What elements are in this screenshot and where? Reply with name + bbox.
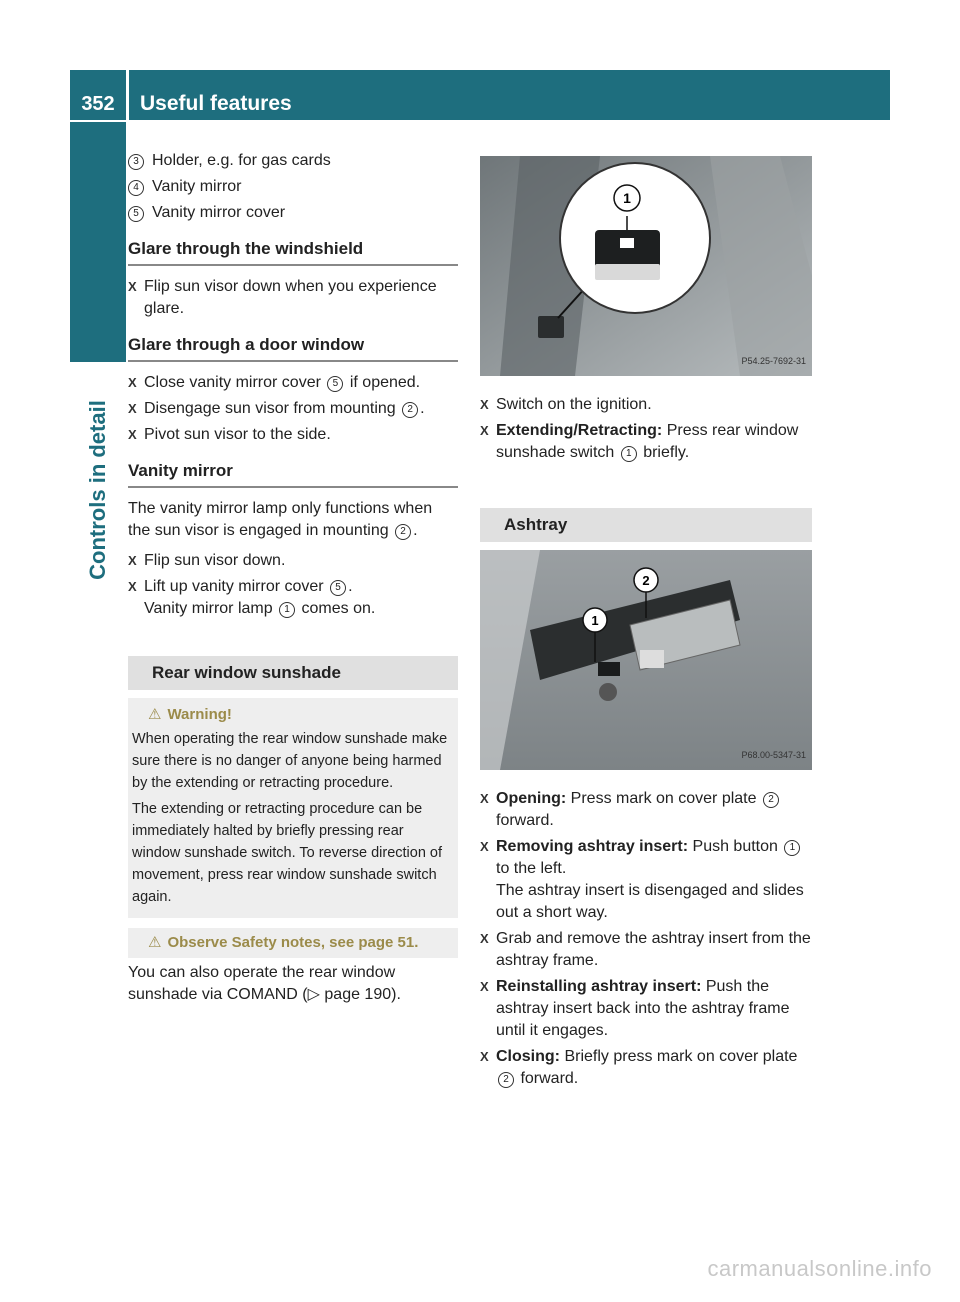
step-text [144, 372, 458, 394]
step-text: Flip sun visor down when you experience glare. [144, 278, 437, 317]
step-text [496, 1046, 812, 1090]
callout-number: 2 [763, 792, 779, 808]
photo-callout-1: 1 [623, 190, 631, 206]
section-heading-rear-sunshade: Rear window sunshade [128, 656, 458, 690]
text-fragment: You can also operate the rear window sunshade via COMAND ( [128, 964, 396, 1003]
text-fragment: The vanity mirror lamp only functions when the sun visor is engaged in mounting [128, 500, 433, 539]
text-fragment: page 190). [324, 986, 401, 1003]
step-label: Extending/Retracting: [496, 422, 663, 439]
section-heading-vanity-mirror: Vanity mirror [128, 460, 458, 488]
sunshade-steps [480, 394, 812, 464]
instruction-step [128, 576, 458, 620]
side-color-block [70, 122, 126, 362]
step-arrow-icon: X [480, 423, 489, 438]
side-tab-label: Controls in detail [85, 400, 110, 580]
step-text [496, 836, 812, 924]
instruction-step [480, 836, 812, 924]
text-fragment: if opened. [349, 374, 421, 391]
page-number: 352 [81, 93, 115, 115]
instruction-step [128, 276, 458, 320]
text-fragment: Press mark on cover plate [570, 790, 757, 807]
paragraph [128, 498, 458, 542]
step-text [144, 576, 458, 620]
step-arrow-icon: X [480, 979, 489, 994]
text-fragment: Push button [692, 838, 778, 855]
callout-number: 3 [128, 154, 144, 170]
step-text: Grab and remove the ashtray insert from the ashtray frame. [496, 930, 811, 969]
instruction-step [480, 788, 812, 832]
section-heading-windshield: Glare through the windshield [128, 238, 458, 266]
header-divider [126, 70, 129, 120]
warning-text: When operating the rear window sunshade make sure there is no danger of anyone being harmed by the extending or retracting procedure. [132, 731, 448, 791]
legend-text: Vanity mirror cover [152, 204, 286, 221]
step-text [496, 788, 812, 832]
callout-number: 2 [395, 524, 411, 540]
text-fragment: forward. [520, 1070, 579, 1087]
instruction-step [480, 976, 812, 1042]
step-text [496, 420, 812, 464]
step-arrow-icon: X [480, 397, 489, 412]
text-fragment: comes on. [301, 600, 376, 617]
instruction-step [480, 1046, 812, 1090]
callout-number: 4 [128, 180, 144, 196]
step-text [144, 398, 458, 420]
text-fragment: Lift up vanity mirror cover [144, 578, 324, 595]
step-arrow-icon: X [480, 839, 489, 854]
step-arrow-icon: X [480, 791, 489, 806]
step-text [496, 976, 812, 1042]
ashtray-steps [480, 788, 812, 1090]
instruction-step [128, 424, 458, 446]
instruction-step [480, 394, 812, 416]
sunshade-switch-photo [480, 156, 812, 376]
legend-item [128, 202, 458, 224]
callout-number: 5 [330, 580, 346, 596]
callout-number: 2 [498, 1072, 514, 1088]
warning-title-text: Warning! [167, 706, 232, 723]
step-arrow-icon: X [128, 401, 137, 416]
step-arrow-icon: X [128, 579, 137, 594]
text-fragment: to the left. [496, 860, 567, 877]
instruction-step [128, 550, 458, 572]
text-fragment: Briefly press mark on cover plate [564, 1048, 798, 1065]
section-heading-door-window: Glare through a door window [128, 334, 458, 362]
step-text: Switch on the ignition. [496, 396, 652, 413]
callout-number: 5 [128, 206, 144, 222]
photo-code: P68.00-5347-31 [741, 750, 806, 760]
step-arrow-icon: X [480, 931, 489, 946]
callout-number: 1 [621, 446, 637, 462]
side-tab [70, 370, 126, 610]
warning-text: The extending or retracting procedure can be immediately halted by briefly pressing rear window sunshade switch. To reverse direction of movement, press rear window sunshade switch again. [132, 801, 443, 905]
instruction-step [128, 372, 458, 394]
left-column [128, 150, 458, 1014]
callout-number: 1 [279, 602, 295, 618]
instruction-step [128, 398, 458, 420]
text-fragment: Push the ashtray insert back into the ashtray frame until it engages. [496, 978, 790, 1039]
text-fragment: . [420, 400, 425, 417]
step-text: Flip sun visor down. [144, 552, 286, 569]
text-fragment: briefly. [643, 444, 690, 461]
text-fragment: . [413, 522, 418, 539]
warning-box [128, 698, 458, 918]
right-column [480, 156, 812, 1094]
photo-callout-2: 2 [642, 573, 650, 588]
step-arrow-icon: X [128, 427, 137, 442]
step-label: Opening: [496, 790, 567, 807]
legend-text: Vanity mirror [152, 178, 242, 195]
step-arrow-icon: X [128, 375, 137, 390]
step-text: Pivot sun visor to the side. [144, 426, 331, 443]
text-fragment: The ashtray insert is disengaged and slides out a short way. [496, 882, 804, 921]
sunshade-switch-illustration [480, 156, 812, 376]
instruction-step [480, 420, 812, 464]
legend-item [128, 176, 458, 198]
callout-number: 1 [784, 840, 800, 856]
legend-item [128, 150, 458, 172]
text-fragment: Disengage sun visor from mounting [144, 400, 396, 417]
text-fragment: Close vanity mirror cover [144, 374, 321, 391]
observe-note [128, 928, 458, 958]
photo-callout-1: 1 [591, 613, 599, 628]
legend-text: Holder, e.g. for gas cards [152, 152, 331, 169]
warning-triangle-icon: ⚠ [148, 934, 162, 951]
step-arrow-icon: X [480, 1049, 489, 1064]
callout-number: 5 [327, 376, 343, 392]
page-ref-arrow-icon: ▷ [307, 986, 320, 1003]
warning-title [148, 704, 452, 726]
step-label: Reinstalling ashtray insert: [496, 978, 702, 995]
text-fragment: Vanity mirror lamp [144, 600, 273, 617]
section-heading-ashtray: Ashtray [480, 508, 812, 542]
ashtray-illustration [480, 550, 812, 770]
text-fragment: . [348, 578, 353, 595]
photo-code: P54.25-7692-31 [741, 356, 806, 366]
step-arrow-icon: X [128, 279, 137, 294]
callout-number: 2 [402, 402, 418, 418]
page-title: Useful features [140, 92, 292, 115]
paragraph [128, 962, 458, 1006]
watermark: carmanualsonline.info [707, 1256, 932, 1281]
warning-triangle-icon: ⚠ [148, 706, 162, 723]
text-fragment: Press rear window sunshade switch [496, 422, 799, 461]
text-fragment: forward. [496, 812, 554, 829]
ashtray-photo [480, 550, 812, 770]
step-label: Removing ashtray insert: [496, 838, 689, 855]
instruction-step [480, 928, 812, 972]
observe-text: Observe Safety notes, see page 51. [167, 934, 419, 951]
step-label: Closing: [496, 1048, 560, 1065]
step-arrow-icon: X [128, 553, 137, 568]
